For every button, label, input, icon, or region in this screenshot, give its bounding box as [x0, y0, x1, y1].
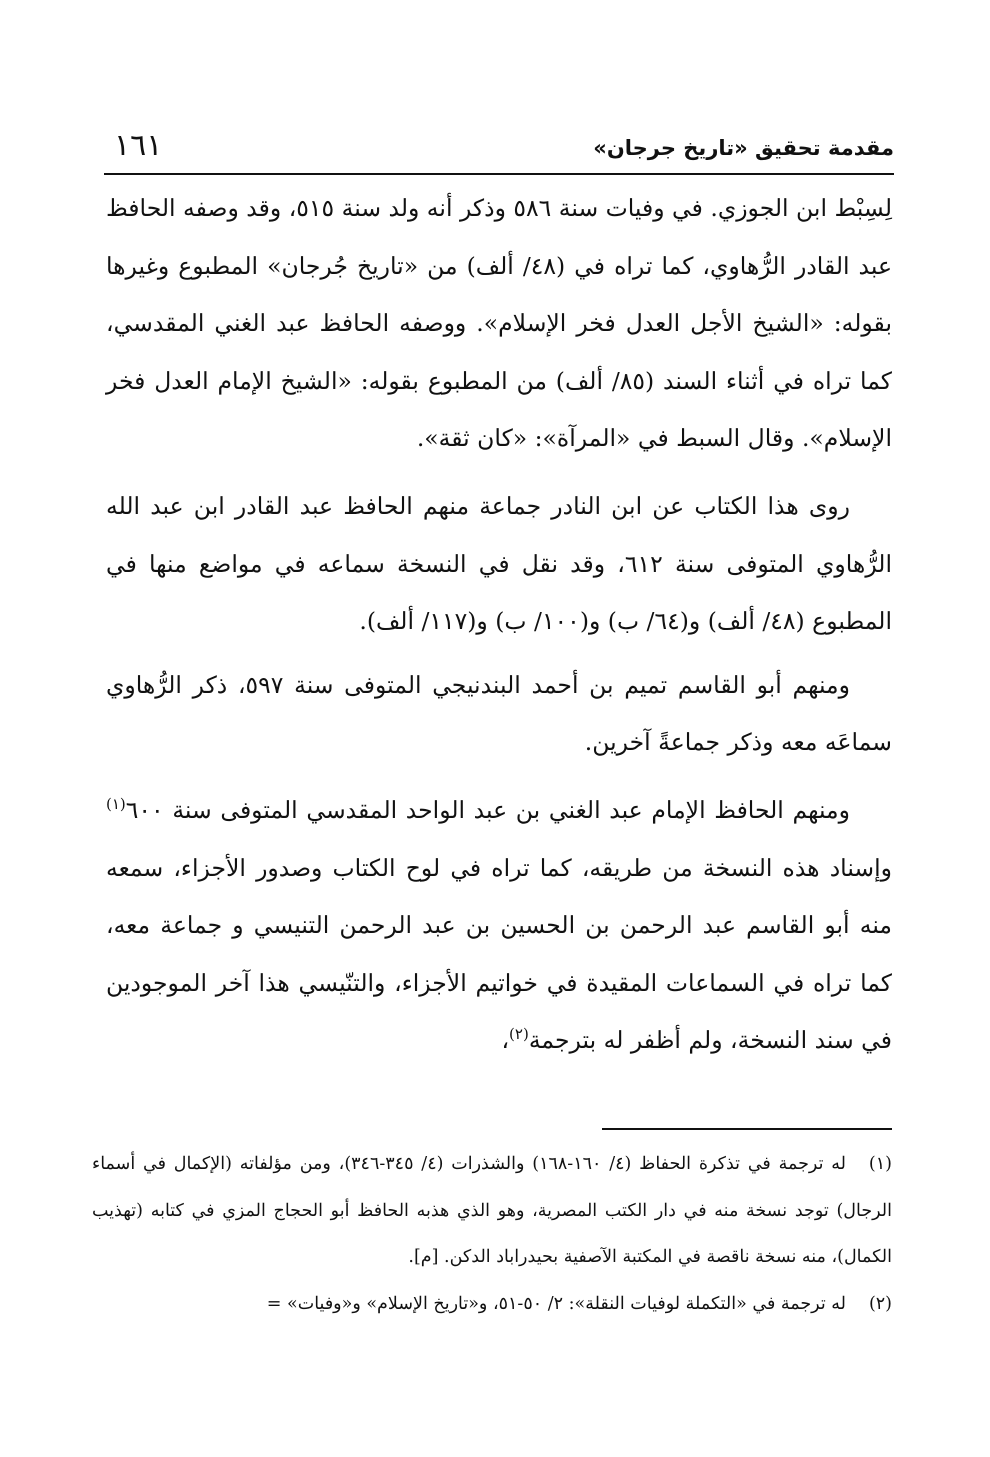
footnote-1 [92, 1141, 892, 1281]
footnote-text: له ترجمة في «التكملة لوفيات النقلة»: ٢/ ٥٠-٥١، و«تاريخ الإسلام» و«وفيات» = [266, 1293, 846, 1314]
paragraph-4-middle: وإسناد هذه النسخة من طريقه، كما تراه في لوح الكتاب وصدور الأجزاء، سمعه منه أبو القاسم عبد الرحمن بن الحسين بن عبد الرحمن التنيسي و جماعة معه، كما تراه في السماعات المقيدة في خواتيم الأجزاء، والتنّيسي هذا آخر الموجودين في سند النسخة، ولم أظفر له بترجمة [106, 853, 892, 1055]
running-header [104, 128, 894, 170]
footnote-number: (١) [868, 1154, 892, 1174]
body-text [106, 180, 892, 1070]
paragraph-4-end: ، [501, 1026, 510, 1055]
paragraph-3: ومنهم أبو القاسم تميم بن أحمد البندنيجي المتوفى سنة ٥٩٧، ذكر الرُّهاوي سماعَه معه وذكر جماعةً آخرين. [106, 670, 892, 757]
header-title: مقدمة تحقيق «تاريخ جرجان» [593, 136, 894, 160]
footnote-ref-2[interactable]: (٢) [509, 1025, 529, 1044]
footnote-rule [602, 1128, 892, 1130]
footnote-text: له ترجمة في تذكرة الحفاظ (٤/ ١٦٠-١٦٨) والشذرات (٤/ ٣٤٥-٣٤٦)، ومن مؤلفاته (الإكمال في أسماء الرجال) توجد نسخة منه في دار الكتب المصرية، وهو الذي هذبه الحافظ أبو الحجاج المزي في كتابه (تهذيب الكمال)، منه نسخة ناقصة في المكتبة الآصفية بحيدراباد الدكن. [م]. [92, 1154, 892, 1267]
paragraph-4 [106, 782, 892, 1070]
page-number: ١٦١ [114, 128, 163, 163]
footnote-2 [92, 1281, 892, 1328]
paragraph-2: روى هذا الكتاب عن ابن النادر جماعة منهم الحافظ عبد القادر ابن عبد الله الرُّهاوي المتوفى سنة ٦١٢، وقد نقل في النسخة سماعه في مواضع منها في المطبوع (٤٨/ ألف) و(٦٤/ ب) و(١٠٠/ ب) و(١١٧/ ألف). [106, 491, 892, 636]
footnotes [92, 1141, 892, 1327]
header-rule [104, 173, 894, 175]
paragraph-1: لِسِبْط ابن الجوزي. في وفيات سنة ٥٨٦ وذكر أنه ولد سنة ٥١٥، وقد وصفه الحافظ عبد القادر الرُّهاوي، كما تراه في (٤٨/ ألف) من «تاريخ جُرجان» المطبوع وغيرها بقوله: «الشيخ الأجل العدل فخر الإسلام». ووصفه الحافظ عبد الغني المقدسي، كما تراه في أثناء السند (٨٥/ ألف) من المطبوع بقوله: «الشيخ الإمام العدل فخر الإسلام». وقال السبط في «المرآة»: «كان ثقة». [106, 194, 892, 453]
footnote-number: (٢) [868, 1293, 892, 1314]
paragraph-4-start: ومنهم الحافظ الإمام عبد الغني بن عبد الواحد المقدسي المتوفى سنة ٦٠٠ [125, 795, 850, 824]
footnote-ref-1[interactable]: (١) [106, 795, 126, 814]
